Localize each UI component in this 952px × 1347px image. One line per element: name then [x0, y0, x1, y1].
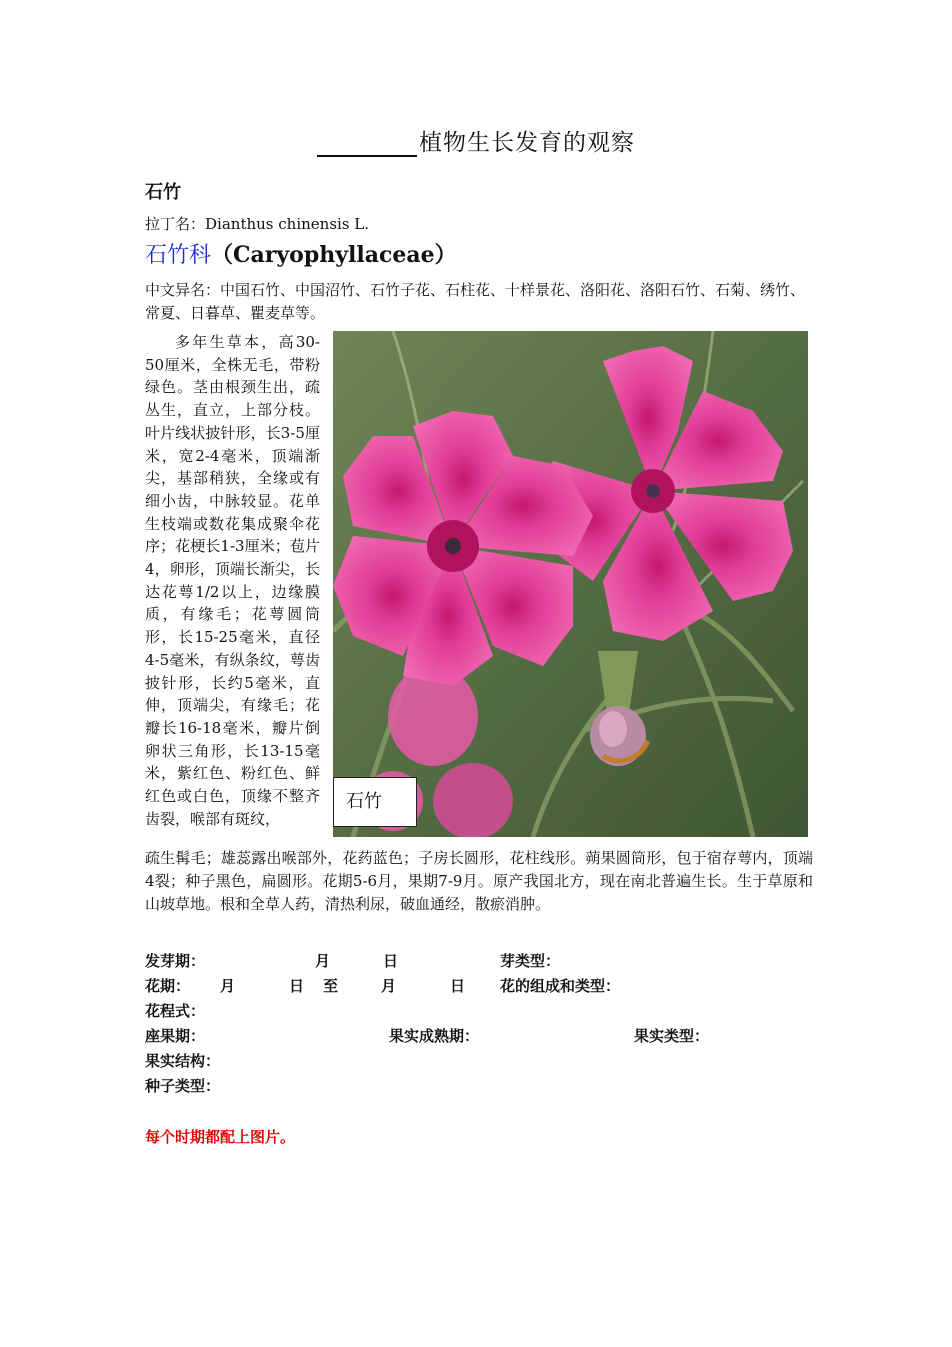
seed-type-label: 种子类型：	[145, 1077, 221, 1095]
latin-label: 拉丁名：	[145, 215, 206, 233]
latin-name-line	[145, 213, 369, 234]
fruit-ripe-label: 果实成熟期：	[389, 1027, 480, 1045]
flowering-label: 花期：	[145, 977, 191, 995]
latin-name: Dianthus chinensis L.	[205, 215, 370, 233]
fruit-structure-label: 果实结构：	[145, 1052, 221, 1070]
description-part-1: 多年生草本，高30-50厘米，全株无毛，带粉绿色。茎由根颈生出，疏丛生，直立，上部分枝。叶片线状披针形，长3-5厘米，宽2-4毫米，顶端渐尖，基部稍狭，全缘或有细小齿，中脉较显。花单生枝端或数花集成聚伞花序；花梗长1-3厘米；苞片4，卵形，顶端长渐尖，长达花萼1/2以上，边缘膜质，有缘毛；花萼圆筒形，长15-25毫米，直径4-5毫米，有纵条纹，萼齿披针形，长约5毫米，直伸，顶端尖，有缘毛；花瓣长16-18毫米，瓣片倒卵状三角形，长13-15毫米，紫红色、粉红色、鲜红色或白色，顶缘不整齐齿裂，喉部有斑纹，	[145, 333, 320, 828]
bud-type-label: 芽类型：	[500, 952, 561, 970]
note-text: 每个时期都配上图片。	[145, 1128, 296, 1146]
page-title-text: 植物生长发育的观察	[419, 130, 635, 156]
floral-formula-label: 花程式：	[145, 1002, 206, 1020]
fruit-type-label: 果实类型：	[634, 1027, 710, 1045]
plant-name: 石竹	[145, 182, 181, 203]
title-blank-line	[317, 131, 417, 157]
description-part-2: 疏生髯毛；雄蕊露出喉部外，花药蓝色；子房长圆形，花柱线形。蒴果圆筒形，包于宿存萼内，顶端4裂；种子黑色，扁圆形。花期5-6月，果期7-9月。原产我国北方，现在南北普遍生长。生于草原和山坡草地。根和全草人药，清热利尿，破血通经，散瘀消肿。	[145, 849, 813, 913]
alias-text: 中文异名：中国石竹、中国沼竹、石竹子花、石柱花、十样景花、洛阳花、洛阳石竹、石菊、绣竹、常夏、日暮草、瞿麦草等。	[145, 281, 806, 322]
family-line	[145, 238, 457, 269]
fruit-set-label: 座果期：	[145, 1027, 206, 1045]
flowering-to: 至	[323, 977, 339, 995]
flower-photo	[333, 331, 808, 837]
germination-month: 月	[315, 952, 331, 970]
flowering-start-month: 月	[220, 977, 236, 995]
germination-label: 发芽期：	[145, 952, 206, 970]
flowering-start-day: 日	[289, 977, 305, 995]
flower-type-label: 花的组成和类型：	[500, 977, 621, 995]
page-title	[0, 124, 952, 157]
germination-day: 日	[383, 952, 399, 970]
family-name-latin: （Caryophyllaceae）	[211, 242, 457, 268]
flowering-end-day: 日	[450, 977, 466, 995]
family-name-cn: 石竹科	[145, 243, 212, 268]
photo-caption: 石竹	[333, 777, 417, 827]
flowering-end-month: 月	[381, 977, 397, 995]
